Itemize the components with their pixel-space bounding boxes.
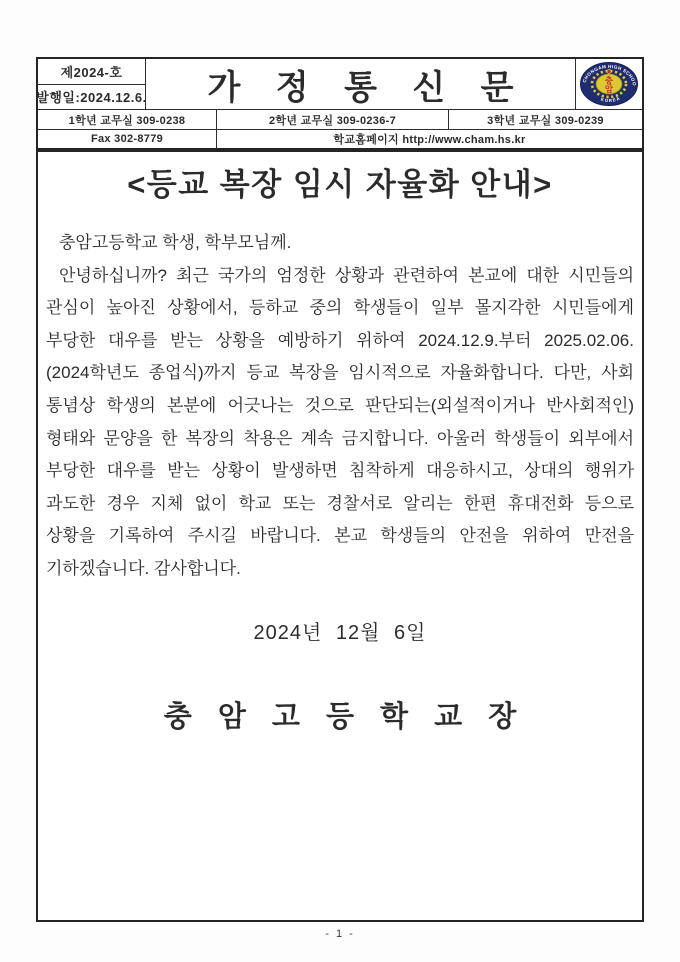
body-line: 충암고등학교 학생, 학부모님께. — [59, 233, 292, 252]
body-line: 기하겠습니다. 감사합니다. — [46, 558, 241, 578]
svg-text:암: 암 — [604, 84, 614, 94]
body-line: (2024학년도 종업식)까지 등교 복장을 임시적으로 자율화합니다. 다만, 사회 — [46, 363, 634, 383]
newsletter-title: 가 정 통 신 문 — [145, 59, 576, 109]
school-seal-icon — [579, 61, 639, 107]
body-line: 부당한 대우를 받는 상황을 예방하기 위하여 2024.12.9.부터 2025.02.06. — [46, 330, 634, 350]
page-number: - 1 - — [325, 928, 355, 940]
body-line: 안녕하십니까? 최근 국가의 엄정한 상황과 관련하여 본교에 대한 시민들의 — [59, 265, 634, 285]
newsletter-header — [36, 57, 644, 150]
notice-body-box — [36, 150, 644, 922]
grade2-office-phone: 2학년 교무실 309-0236-7 — [216, 110, 448, 129]
svg-text:KOREA: KOREA — [600, 95, 622, 104]
body-line: 관심이 높아진 상황에서, 등하교 중의 학생들이 일부 몰지각한 시민들에게 — [46, 298, 634, 318]
notice-body-text — [46, 227, 634, 586]
school-logo-cell — [576, 59, 642, 109]
principal-signature: 충 암 고 등 학 교 장 — [163, 700, 526, 733]
notice-date: 2024년 12월 6일 — [253, 621, 427, 644]
header-contacts — [38, 109, 642, 148]
body-line: 통념상 학생의 본분에 어긋나는 것으로 판단되는(외설적이거나 반사회적인) — [46, 395, 634, 415]
grade3-office-phone: 3학년 교무실 309-0239 — [448, 110, 642, 129]
header-left-column — [38, 59, 145, 109]
body-line: 과도한 경우 지체 없이 학교 또는 경찰서로 알리는 한편 휴대전화 등으로 — [46, 493, 634, 513]
body-line: 상황을 기록하여 주시길 바랍니다. 본교 학생들의 안전을 위하여 만전을 — [46, 526, 634, 546]
body-line: 부당한 대우를 받는 상황이 발생하면 침착하게 대응하시고, 상대의 행위가 — [46, 461, 634, 481]
svg-text:충: 충 — [604, 75, 614, 86]
issue-date: 발행일:2024.12.6. — [36, 90, 147, 106]
fax-number: Fax 302-8779 — [90, 133, 164, 145]
grade1-office-phone: 1학년 교무실 309-0238 — [68, 114, 186, 127]
school-homepage-url: 학교홈페이지 http://www.cham.hs.kr — [216, 130, 642, 148]
svg-text:CHONGAM HIGH SCHOOL: CHONGAM HIGH SCHOO — [581, 63, 638, 87]
document-number: 제2024-호 — [38, 59, 145, 85]
body-line: 형태와 문양을 한 복장의 착용은 계속 금지합니다. 아울러 학생들이 외부에서 — [46, 428, 634, 448]
notice-title: <등교 복장 임시 자율화 안내> — [127, 167, 553, 202]
